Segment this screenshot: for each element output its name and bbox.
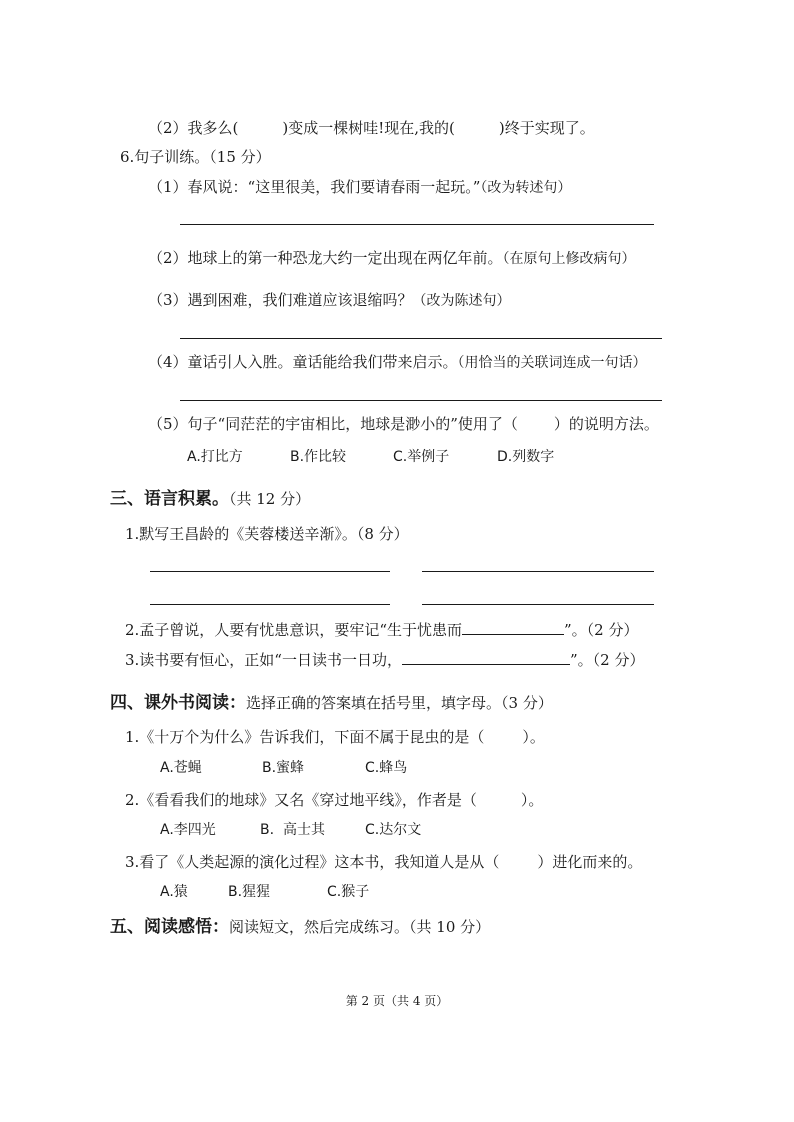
poem-line-3[interactable] [150,604,390,605]
poem-line-4[interactable] [422,604,654,605]
answer-line-3[interactable] [180,338,662,339]
section-3-score: （共 12 分） [229,490,311,508]
sec4-q3-option-a[interactable]: A.猿 [160,884,188,900]
section-4-title: 四、课外书阅读： [110,693,246,713]
sentence-1 [148,177,571,198]
sec4-q1-option-c[interactable]: C.蜂鸟 [365,760,408,776]
page-number: 第 2 页（共 4 页） [345,994,449,1008]
q5-2-part-a: （2）我多么( [148,119,239,137]
section-5-desc: 阅读短文，然后完成练习。（共 10 分） [229,918,491,936]
option-b[interactable]: B.作比较 [290,449,347,465]
answer-line-4[interactable] [180,400,662,401]
section-4-desc: 选择正确的答案填在括号里，填字母。（3 分） [246,694,553,712]
sec4-q1-option-a[interactable]: A.苍蝇 [160,760,202,776]
poem-line-1[interactable] [150,571,390,572]
sentence-1-note: （改为转述句） [480,180,572,196]
q5-2-part-c: )终于实现了。 [498,119,595,137]
option-d[interactable]: D.列数字 [497,449,555,465]
sec4-q1-option-b[interactable]: B.蜜蜂 [262,760,305,776]
sec3-q2-part-a: 2.孟子曾说，人要有忧患意识，要牢记“生于忧患而 [125,621,462,639]
sec4-question-1 [125,727,545,747]
section-3-heading [110,488,310,510]
sentence-4 [148,352,647,373]
sentence-2-note: （在原句上修改病句） [502,251,636,267]
option-a[interactable]: A.打比方 [187,449,243,465]
sentence-3-note: （改为陈述句） [412,293,511,309]
sec4-q2-option-b[interactable]: B. 高士其 [260,822,325,838]
sentence-3 [148,290,511,311]
sec4-question-3 [125,852,642,872]
section-3-title: 三、语言积累。 [110,489,229,509]
sec3-question-1: 1.默写王昌龄的《芙蓉楼送辛渐》。（8 分） [125,525,409,543]
q5-2-part-b: )变成一棵树哇!现在,我的( [282,119,455,137]
section-5-title: 五、阅读感悟： [110,917,229,937]
sec3-q3-part-a: 3.读书要有恒心，正如“一日读书一日功， [125,651,402,669]
sec3-question-3 [125,649,644,670]
sentence-2-text: （2）地球上的第一种恐龙大约一定出现在两亿年前。 [148,249,503,267]
section-4-heading [110,692,553,714]
sentence-5-part-a: （5）句子“同茫茫的宇宙相比，地球是渺小的”使用了（ [148,415,518,433]
sentence-4-text: （4）童话引人入胜。童话能给我们带来启示。 [148,353,458,371]
sec4-q2-option-c[interactable]: C.达尔文 [365,822,422,838]
question-6-title: 6.句子训练。（15 分） [120,148,271,166]
section-5-heading [110,916,490,938]
sentence-5-part-b: ）的说明方法。 [553,415,659,433]
sec4-q3-part-b: ）进化而来的。 [537,853,643,871]
sec4-q1-part-b: ）。 [522,728,545,746]
sec4-q3-part-a: 3.看了《人类起源的演化过程》这本书，我知道人是从（ [125,853,500,871]
sec4-q2-part-b: ）。 [520,791,544,809]
sec4-q3-option-b[interactable]: B.猩猩 [228,884,271,900]
question-5-2 [148,118,595,138]
sec3-question-2 [125,619,638,640]
sentence-4-note: （用恰当的关联词连成一句话） [457,355,647,371]
blank[interactable] [402,649,570,665]
sec3-q2-part-b: ”。（2 分） [563,621,639,639]
poem-line-2[interactable] [422,571,654,572]
sec3-q3-part-b: ”。（2 分） [569,651,645,669]
sentence-5 [148,414,659,434]
sentence-2 [148,248,636,269]
sentence-1-text: （1）春风说：“这里很美，我们要请春雨一起玩。” [148,178,481,196]
sec4-question-2 [125,790,543,810]
sec4-q3-option-c[interactable]: C.猴子 [327,884,370,900]
sentence-3-text: （3）遇到困难，我们难道应该退缩吗？ [148,291,413,309]
answer-line-1[interactable] [180,224,654,225]
sec4-q2-part-a: 2.《看看我们的地球》又名《穿过地平线》，作者是（ [125,791,477,809]
option-c[interactable]: C.举例子 [393,449,450,465]
sec4-q1-part-a: 1.《十万个为什么》告诉我们，下面不属于昆虫的是（ [125,728,485,746]
sec4-q2-option-a[interactable]: A.李四光 [160,822,216,838]
blank[interactable] [462,619,564,635]
